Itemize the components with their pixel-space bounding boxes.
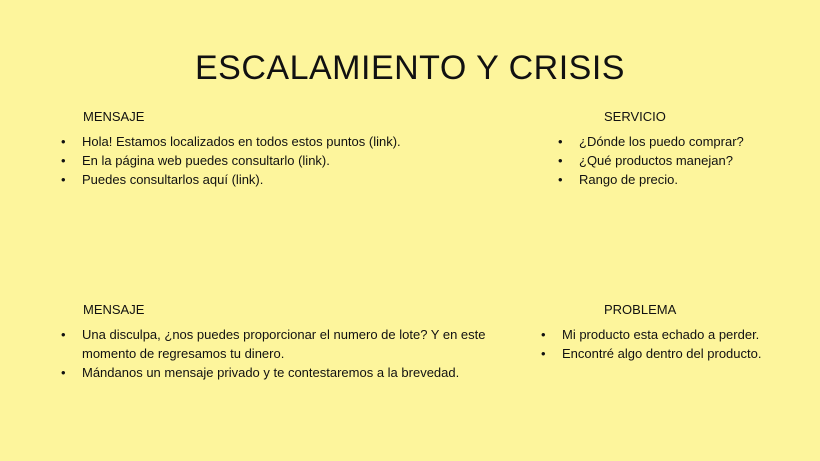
- bottom-left-heading: MENSAJE: [83, 302, 145, 317]
- bullet-item: • Hola! Estamos localizados en todos estos puntos (link).: [61, 132, 441, 151]
- bullet-item: • Mi producto esta echado a perder.: [541, 325, 806, 344]
- bottom-right-heading: PROBLEMA: [604, 302, 677, 317]
- bullet-item: • ¿Dónde los puedo comprar?: [558, 132, 798, 151]
- bullet-item: • Rango de precio.: [558, 170, 798, 189]
- bottom-right-bullet-list: [541, 325, 806, 363]
- top-left-bullet-list: [61, 132, 441, 189]
- slide-title: ESCALAMIENTO Y CRISIS: [195, 49, 625, 87]
- bullet-item: • En la página web puedes consultarlo (link).: [61, 151, 441, 170]
- bullet-item: • Una disculpa, ¿nos puedes proporcionar el numero de lote? Y en este momento de regresamos tu dinero.: [61, 325, 501, 363]
- bullet-item: • ¿Qué productos manejan?: [558, 151, 798, 170]
- bottom-left-bullet-list: [61, 325, 501, 382]
- bullet-item: • Puedes consultarlos aquí (link).: [61, 170, 441, 189]
- top-right-heading: SERVICIO: [604, 109, 666, 124]
- bullet-item: • Encontré algo dentro del producto.: [541, 344, 806, 363]
- top-right-bullet-list: [558, 132, 798, 189]
- top-left-heading: MENSAJE: [83, 109, 145, 124]
- bullet-item: • Mándanos un mensaje privado y te contestaremos a la brevedad.: [61, 363, 501, 382]
